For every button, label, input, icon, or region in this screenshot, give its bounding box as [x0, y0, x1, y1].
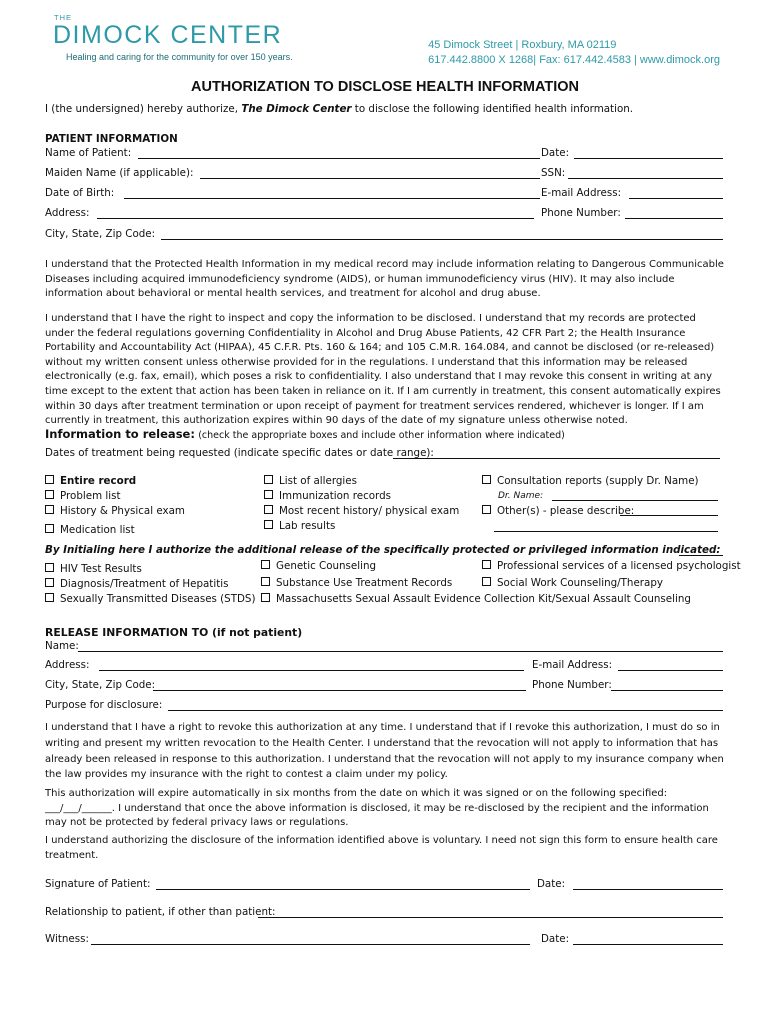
checkbox-icon — [264, 475, 273, 484]
checkbox-icon — [264, 490, 273, 499]
paragraph-voluntary: I understand authorizing the disclosure of the information identified above is voluntary. I need not sign this form to ensure health care treatment. — [45, 835, 718, 861]
checkbox-problem-list[interactable]: Problem list — [45, 490, 121, 502]
checkbox-icon — [45, 475, 54, 484]
patient-email-field[interactable] — [629, 198, 723, 199]
release-to-address-label: Address: — [45, 659, 90, 671]
checkbox-lab-results[interactable]: Lab results — [264, 520, 335, 532]
checkbox-others[interactable]: Other(s) - please describe: — [482, 505, 634, 517]
dr-name-field[interactable] — [552, 500, 718, 501]
checkbox-icon — [261, 593, 270, 602]
release-to-address-field[interactable] — [99, 670, 524, 671]
witness-field[interactable] — [91, 944, 530, 945]
checkbox-history-physical[interactable]: History & Physical exam — [45, 505, 185, 517]
signature-date-label: Date: — [537, 878, 566, 890]
patient-email-label: E-mail Address: — [541, 187, 622, 199]
signature-label: Signature of Patient: — [45, 878, 151, 890]
checkbox-icon — [45, 505, 54, 514]
intro-line — [45, 103, 633, 115]
form-title: AUTHORIZATION TO DISCLOSE HEALTH INFORMATION — [191, 79, 579, 95]
ssn-label: SSN: — [541, 167, 566, 179]
patient-date-label: Date: — [541, 147, 570, 159]
signature-date-field[interactable] — [573, 889, 723, 890]
paragraph-revoke: I understand that I have a right to revoke this authorization at any time. I understand that if I revoke this authorization, I must do so in writing and present my written revocation to the Health Center. I understand that the revocation will not apply to information that has already been released in response to this authorization. I understand that the revocation will not apply to my insurance company when the law provides my insurance with the right to contest a claim under my policy. — [45, 722, 724, 781]
release-to-phone-label: Phone Number: — [532, 679, 612, 691]
checkbox-sexual-assault[interactable]: Massachusetts Sexual Assault Evidence Collection Kit/Sexual Assault Counseling — [261, 593, 691, 605]
checkbox-hiv[interactable]: HIV Test Results — [45, 563, 142, 575]
checkbox-recent-history[interactable]: Most recent history/ physical exam — [264, 505, 459, 517]
checkbox-icon — [45, 593, 54, 602]
dates-label: Dates of treatment being requested (indicate specific dates or date range): — [45, 447, 434, 459]
ssn-field[interactable] — [568, 178, 723, 179]
release-heading-note: (check the appropriate boxes and include other information where indicated) — [198, 430, 565, 441]
checkbox-icon — [264, 505, 273, 514]
checkbox-icon — [482, 577, 491, 586]
release-to-city-field[interactable] — [153, 690, 526, 691]
checkbox-medication-list[interactable]: Medication list — [45, 524, 135, 536]
checkbox-substance-use[interactable]: Substance Use Treatment Records — [261, 577, 452, 589]
relationship-label: Relationship to patient, if other than patient: — [45, 906, 276, 918]
release-to-name-label: Name: — [45, 640, 79, 652]
release-to-email-field[interactable] — [618, 670, 723, 671]
others-field-2[interactable] — [494, 531, 718, 532]
patient-address-label: Address: — [45, 207, 90, 219]
witness-date-label: Date: — [541, 933, 570, 945]
logo-the-text: THE — [54, 13, 72, 22]
checkbox-std[interactable]: Sexually Transmitted Diseases (STDS) — [45, 593, 256, 605]
checkbox-icon — [45, 490, 54, 499]
patient-city-field[interactable] — [161, 239, 723, 240]
release-to-city-label: City, State, Zip Code: — [45, 679, 156, 691]
patient-name-field[interactable] — [138, 158, 540, 159]
release-heading: Information to release: — [45, 427, 195, 441]
maiden-name-field[interactable] — [200, 178, 540, 179]
initial-authorization-text: By Initialing here I authorize the additional release of the specifically protected or privileged information indicated: — [45, 544, 721, 556]
release-to-heading: RELEASE INFORMATION TO (if not patient) — [45, 626, 303, 639]
checkbox-genetic[interactable]: Genetic Counseling — [261, 560, 376, 572]
checkbox-icon — [45, 524, 54, 533]
paragraph-expire: This authorization will expire automatically in six months from the date on which it was signed or on the following specified: ___/___/______. I understand that once the above information is disclosed, it may be re-disclosed by the recipient and the information may not be protected by federal privacy laws or regulations. — [45, 788, 709, 829]
checkbox-icon — [45, 578, 54, 587]
intro-post: to disclose the following identified health information. — [354, 103, 634, 115]
checkbox-icon — [482, 475, 491, 484]
signature-field[interactable] — [156, 889, 530, 890]
release-to-name-field[interactable] — [78, 651, 723, 652]
checkbox-consultation[interactable]: Consultation reports (supply Dr. Name) — [482, 475, 699, 487]
purpose-field[interactable] — [168, 710, 723, 711]
relationship-field[interactable] — [258, 917, 723, 918]
release-heading-row — [45, 427, 565, 441]
patient-phone-label: Phone Number: — [541, 207, 621, 219]
maiden-name-label: Maiden Name (if applicable): — [45, 167, 194, 179]
checkbox-allergies[interactable]: List of allergies — [264, 475, 357, 487]
checkbox-icon — [482, 560, 491, 569]
checkbox-icon — [264, 520, 273, 529]
checkbox-hepatitis[interactable]: Diagnosis/Treatment of Hepatitis — [45, 578, 228, 590]
expiry-date-field[interactable]: ___/___/______. — [45, 802, 115, 814]
others-field-1[interactable] — [620, 515, 718, 516]
checkbox-entire-record[interactable]: Entire record — [45, 475, 136, 487]
checkbox-psychologist[interactable]: Professional services of a licensed psychologist — [482, 560, 741, 572]
dates-field[interactable] — [393, 458, 720, 459]
release-to-email-label: E-mail Address: — [532, 659, 613, 671]
dr-name-label: Dr. Name: — [498, 491, 544, 501]
patient-heading: PATIENT INFORMATION — [45, 133, 178, 145]
address-line-1: 45 Dimock Street | Roxbury, MA 02119 — [428, 39, 617, 51]
patient-date-field[interactable] — [574, 158, 723, 159]
paragraph-rights: I understand that I have the right to inspect and copy the information to be disclosed. I understand that my records are protected under the federal regulations governing Confidentiality in Alcohol and Drug Abuse Patients, 42 CFR Part 2; the Health Insurance Portability and Accountability Act (HIPAA), 45 C.F.R. Pts. 160 & 164; and 105 C.M.R. 164.084, and cannot be disclosed (or re-released) without my written consent unless otherwise provided for in the regulations. I understand that this information may be released electronically (e.g. fax, email), which poses a risk to confidentiality. I also understand that I may revoke this consent in writing at any time except to the extent that action has been taken in reliance on it. If I am currently in treatment, this consent automatically expires within 30 days after treatment termination or upon receipt of payment for treatment services rendered, whichever is longer. If I am currently in treatment, this authorization expires within 90 days of the date of my signature unless otherwise noted. — [45, 313, 721, 427]
checkbox-icon — [261, 560, 270, 569]
patient-name-label: Name of Patient: — [45, 147, 132, 159]
intro-pre: I (the undersigned) hereby authorize, — [45, 103, 239, 115]
patient-city-label: City, State, Zip Code: — [45, 228, 156, 240]
purpose-label: Purpose for disclosure: — [45, 699, 163, 711]
checkbox-icon — [261, 577, 270, 586]
checkbox-immunization[interactable]: Immunization records — [264, 490, 391, 502]
intro-org: The Dimock Center — [241, 103, 352, 115]
address-line-2: 617.442.8800 X 1268| Fax: 617.442.4583 | www.dimock.org — [428, 53, 720, 66]
initial-field[interactable] — [679, 555, 723, 556]
witness-date-field[interactable] — [573, 944, 723, 945]
release-to-phone-field[interactable] — [611, 690, 723, 691]
dob-label: Date of Birth: — [45, 187, 115, 199]
header-address — [428, 38, 720, 67]
checkbox-icon — [482, 505, 491, 514]
patient-address-field[interactable] — [97, 218, 534, 219]
witness-label: Witness: — [45, 933, 89, 945]
checkbox-social-work[interactable]: Social Work Counseling/Therapy — [482, 577, 663, 589]
patient-phone-field[interactable] — [625, 218, 723, 219]
paragraph-phi: I understand that the Protected Health Information in my medical record may include information relating to Dangerous Communicable Diseases including acquired immunodeficiency syndrome (AIDS), or human immunodeficiency virus (HIV). It may also include information about behavioral or mental health services, and treatment for alcohol and drug abuse. — [45, 259, 724, 300]
dob-field[interactable] — [124, 198, 540, 199]
logo-name-text: DIMOCK CENTER — [53, 21, 283, 49]
checkbox-icon — [45, 563, 54, 572]
logo-tagline: Healing and caring for the community for over 150 years. — [66, 52, 293, 62]
